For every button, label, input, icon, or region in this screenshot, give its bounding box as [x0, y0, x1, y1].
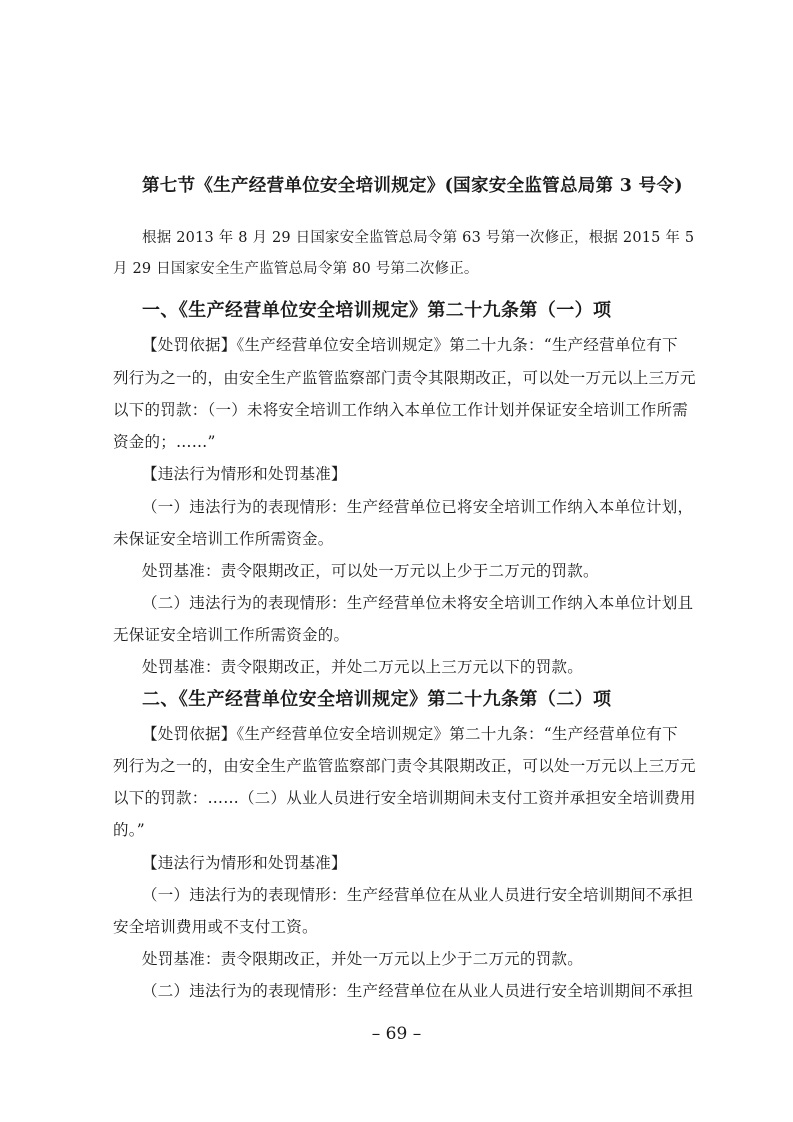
revision-note-line-2: 月 29 日国家安全生产监管总局令第 80 号第二次修正。	[113, 261, 479, 277]
article-1-basis-line-4: 资金的；……”	[113, 433, 216, 451]
article-1-case-1-line-1: （一）违法行为的表现情形：生产经营单位已将安全培训工作纳入本单位计划，	[142, 498, 694, 516]
article-1-basis-line-3: 以下的罚款：（一）未将安全培训工作纳入本单位工作计划并保证安全培训工作所需	[113, 401, 689, 419]
article-2-case-2-line-1: （二）违法行为的表现情形：生产经营单位在从业人员进行安全培训期间不承担	[142, 982, 694, 1000]
article-2-basis-line-1: 【处罚依据】《生产经营单位安全培训规定》第二十九条：“生产经营单位有下	[142, 725, 678, 743]
article-2-basis-line-2: 列行为之一的，由安全生产监管监察部门责令其限期改正，可以处一万元以上三万元	[113, 757, 696, 775]
article-2-standard-label: 【违法行为情形和处罚基准】	[142, 854, 347, 872]
article-1-case-2-line-1: （二）违法行为的表现情形：生产经营单位未将安全培训工作纳入本单位计划且	[142, 594, 694, 612]
article-2-penalty-1: 处罚基准：责令限期改正，并处一万元以上少于二万元的罚款。	[142, 950, 584, 968]
article-1-standard-label: 【违法行为情形和处罚基准】	[142, 465, 347, 483]
article-2-heading: 二、《生产经营单位安全培训规定》第二十九条第（二）项	[142, 689, 612, 710]
revision-note-line-1: 根据 2013 年 8 月 29 日国家安全监管总局令第 63 号第一次修正，根据 2015 年 5	[142, 230, 695, 246]
article-1-basis-line-1: 【处罚依据】《生产经营单位安全培训规定》第二十九条：“生产经营单位有下	[142, 336, 678, 354]
article-1-case-2-line-2: 无保证安全培训工作所需资金的。	[113, 626, 350, 644]
article-1-case-1-line-2: 未保证安全培训工作所需资金。	[113, 530, 334, 548]
article-2-case-1-line-1: （一）违法行为的表现情形：生产经营单位在从业人员进行安全培训期间不承担	[142, 886, 694, 904]
article-2-basis-line-3: 以下的罚款：……（二）从业人员进行安全培训期间未支付工资并承担安全培训费用	[113, 789, 696, 807]
section-title: 第七节《生产经营单位安全培训规定》(国家安全监管总局第 3 号令)	[142, 176, 683, 196]
article-2-case-1-line-2: 安全培训费用或不支付工资。	[113, 918, 318, 936]
article-1-penalty-1: 处罚基准：责令限期改正，可以处一万元以上少于二万元的罚款。	[142, 562, 599, 580]
article-1-basis-line-2: 列行为之一的，由安全生产监管监察部门责令其限期改正，可以处一万元以上三万元	[113, 369, 696, 387]
article-1-penalty-2: 处罚基准：责令限期改正，并处二万元以上三万元以下的罚款。	[142, 658, 584, 676]
article-2-basis-line-4: 的。”	[113, 821, 145, 839]
page-number: – 69 –	[371, 1024, 422, 1044]
article-1-heading: 一、《生产经营单位安全培训规定》第二十九条第（一）项	[142, 300, 612, 321]
